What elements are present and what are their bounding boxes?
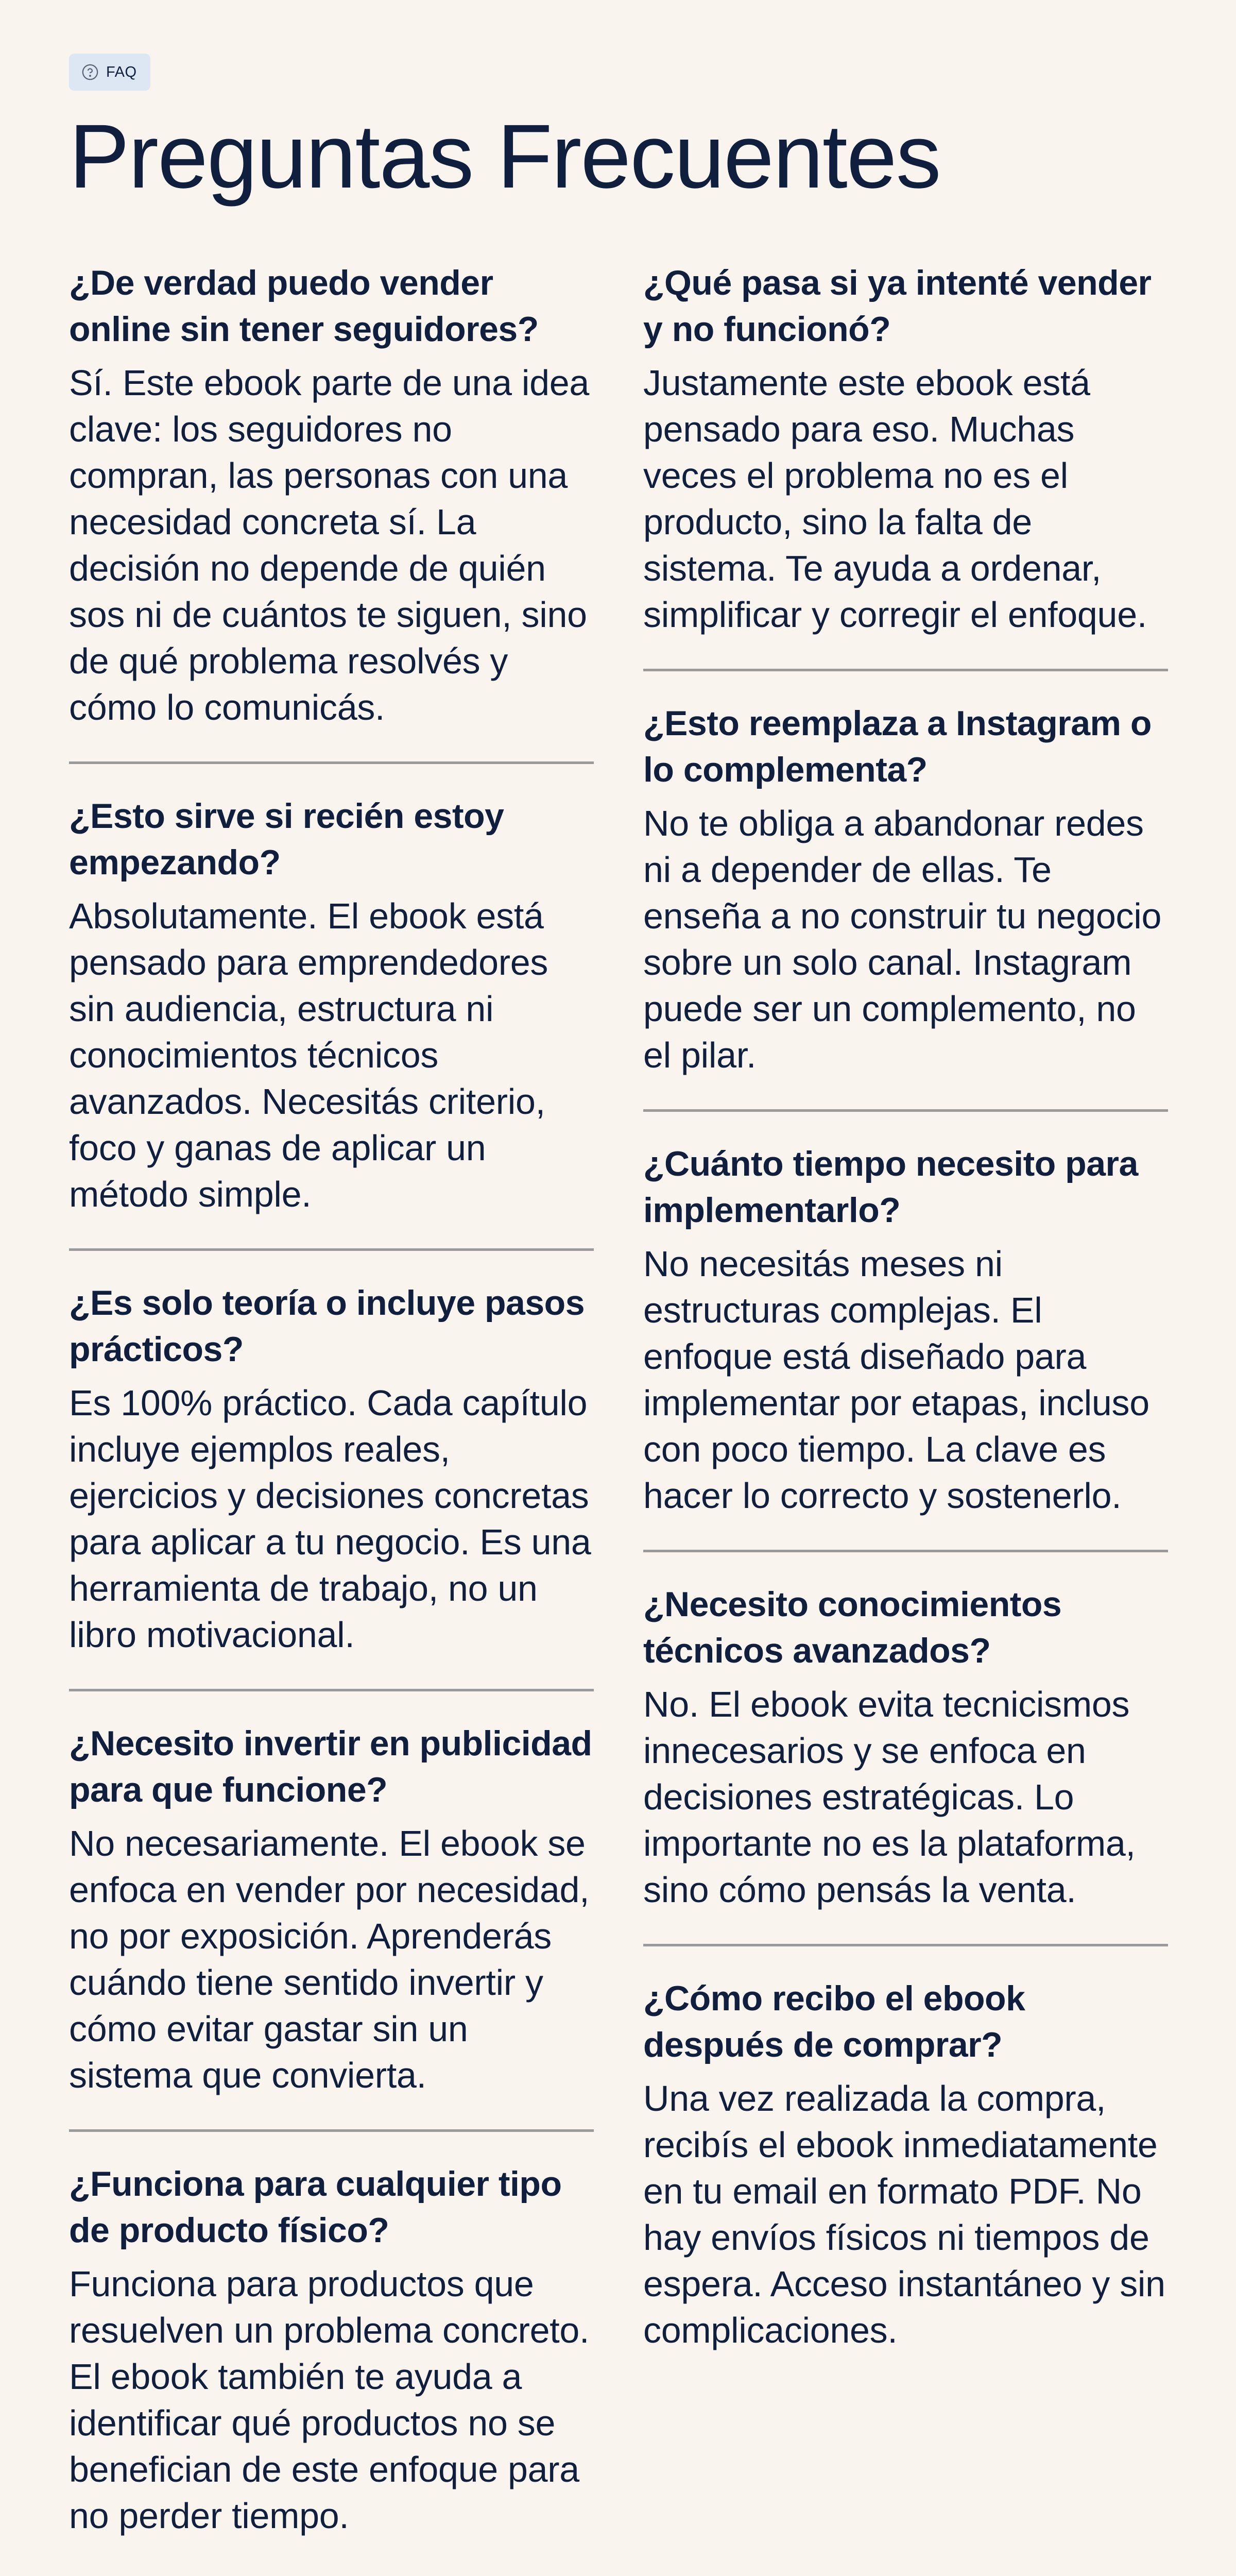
faq-item bbox=[69, 2129, 594, 2570]
faq-item bbox=[69, 260, 594, 761]
faq-question: ¿Esto reemplaza a Instagram o lo complementa? bbox=[643, 704, 1152, 789]
faq-item bbox=[69, 1248, 594, 1689]
faq-question: ¿Cuánto tiempo necesito para implementarlo? bbox=[643, 1144, 1138, 1230]
faq-answer: Justamente este ebook está pensado para eso. Muchas veces el problema no es el producto, sino la falta de sistema. Te ayuda a ordenar, simplificar y corregir el enfoque. bbox=[643, 363, 1147, 635]
faq-columns bbox=[69, 260, 1168, 2570]
faq-question: ¿Funciona para cualquier tipo de producto físico? bbox=[69, 2164, 562, 2250]
faq-item bbox=[643, 260, 1168, 669]
faq-answer: Una vez realizada la compra, recibís el ebook inmediatamente en tu email en formato PDF. No hay envíos físicos ni tiempos de espera. Acceso instantáneo y sin complicaciones. bbox=[643, 2078, 1165, 2350]
faq-question: ¿Es solo teoría o incluye pasos prácticos? bbox=[69, 1283, 585, 1369]
faq-answer: Sí. Este ebook parte de una idea clave: los seguidores no compran, las personas con una necesidad concreta sí. La decisión no depende de quién sos ni de cuántos te siguen, sino de qué problema resolvés y cómo lo comunicás. bbox=[69, 363, 590, 727]
question-circle-icon bbox=[81, 63, 99, 81]
faq-answer: Es 100% práctico. Cada capítulo incluye ejemplos reales, ejercicios y decisiones concretas para aplicar a tu negocio. Es una herramienta de trabajo, no un libro motivacional. bbox=[69, 1383, 591, 1655]
faq-question: ¿Necesito invertir en publicidad para que funcione? bbox=[69, 1724, 592, 1809]
faq-item bbox=[643, 1550, 1168, 1944]
faq-item bbox=[69, 1689, 594, 2129]
faq-badge bbox=[69, 54, 150, 91]
faq-question: ¿Necesito conocimientos técnicos avanzados? bbox=[643, 1585, 1062, 1670]
faq-column-left bbox=[69, 260, 594, 2570]
faq-answer: No necesariamente. El ebook se enfoca en vender por necesidad, no por exposición. Aprenderás cuándo tiene sentido invertir y cómo evitar gastar sin un sistema que convierta. bbox=[69, 1823, 590, 2095]
faq-question: ¿De verdad puedo vender online sin tener seguidores? bbox=[69, 263, 539, 349]
faq-answer: No. El ebook evita tecnicismos innecesarios y se enfoca en decisiones estratégicas. Lo importante no es la plataforma, sino cómo pensás la venta. bbox=[643, 1684, 1136, 1910]
faq-answer: Funciona para productos que resuelven un problema concreto. El ebook también te ayuda a identificar qué productos no se benefician de este enfoque para no perder tiempo. bbox=[69, 2264, 590, 2536]
faq-answer: Absolutamente. El ebook está pensado para emprendedores sin audiencia, estructura ni conocimientos técnicos avanzados. Necesitás criterio, foco y ganas de aplicar un método simple. bbox=[69, 896, 548, 1214]
faq-item bbox=[643, 1944, 1168, 2384]
faq-question: ¿Esto sirve si recién estoy empezando? bbox=[69, 796, 504, 882]
faq-item bbox=[643, 1109, 1168, 1550]
faq-answer: No te obliga a abandonar redes ni a depender de ellas. Te enseña a no construir tu negocio sobre un solo canal. Instagram puede ser un complemento, no el pilar. bbox=[643, 803, 1162, 1075]
faq-answer: No necesitás meses ni estructuras complejas. El enfoque está diseñado para implementar por etapas, incluso con poco tiempo. La clave es hacer lo correcto y sostenerlo. bbox=[643, 1244, 1149, 1516]
faq-badge-label: FAQ bbox=[106, 63, 137, 80]
faq-item bbox=[69, 761, 594, 1248]
faq-column-right bbox=[643, 260, 1168, 2570]
page-title: Preguntas Frecuentes bbox=[69, 106, 940, 207]
faq-question: ¿Cómo recibo el ebook después de comprar? bbox=[643, 1979, 1025, 2064]
faq-page bbox=[69, 54, 1168, 2536]
faq-question: ¿Qué pasa si ya intenté vender y no funcionó? bbox=[643, 263, 1152, 349]
faq-item bbox=[643, 669, 1168, 1109]
